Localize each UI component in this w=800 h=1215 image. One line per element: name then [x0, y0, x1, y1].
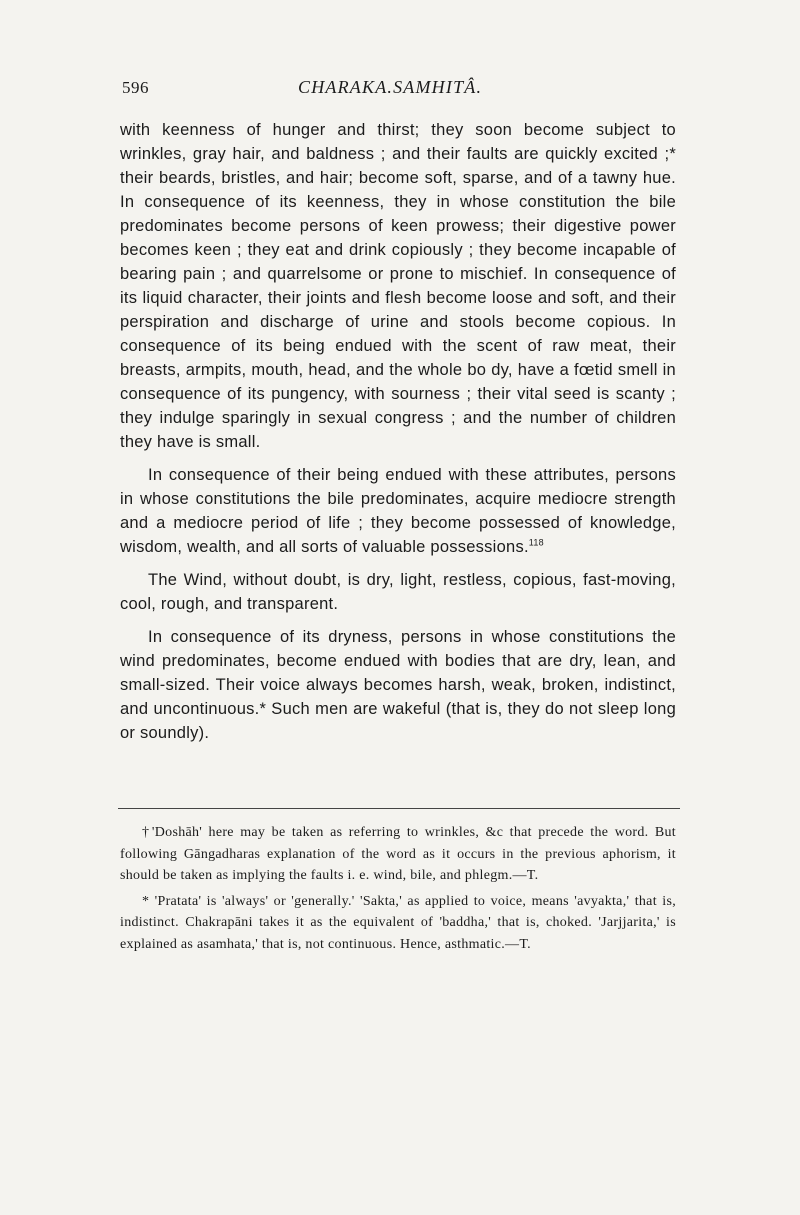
paragraph — [120, 463, 676, 559]
footnote-marker: 118 — [528, 537, 544, 548]
footnote-divider — [118, 808, 680, 809]
footnotes — [120, 822, 676, 959]
paragraph: with keenness of hunger and thirst; they soon become subject to wrinkles, gray hair, and baldness ; and their faults are quickly excited ;* their beards, bristles, and hair; become soft, sparse, and of a tawny hue. In consequence of its keenness, they in whose constitution the bile predominates become persons of keen prowess; their digestive power becomes keen ; they eat and drink copiously ; they become incapable of bearing pain ; and quarrelsome or prone to mischief. In consequence of its liquid character, their joints and flesh become loose and soft, and their perspiration and discharge of urine and stools become copious. In consequence of its being endued with the scent of raw meat, their breasts, armpits, mouth, head, and the whole bo dy, have a fœtid smell in consequence of its pungency, with sourness ; their vital seed is scanty ; they indulge sparingly in sexual congress ; and the number of children they have is small. — [120, 121, 676, 451]
main-text — [120, 118, 676, 754]
paragraph-text: In consequence of their being endued with these attributes, persons in whose constitutions the bile predominates, acquire mediocre strength and a mediocre period of life ; they become possessed of knowledge, wisdom, wealth, and all sorts of valuable possessions. — [120, 466, 676, 556]
running-title: CHARAKA.SAMHITÂ. — [298, 77, 483, 97]
footnote: * 'Pratata' is 'always' or 'generally.' 'Sakta,' as applied to voice, means 'avyakta,' that is, indistinct. Chakrapāni takes it as the equivalent of 'baddha,' that is, choked. 'Jarjjarita,' is explained as asamhata,' that is, not continuous. Hence, asthmatic.—T. — [120, 893, 676, 952]
page-number: 596 — [122, 78, 149, 97]
page-header — [120, 74, 680, 104]
paragraph: In consequence of its dryness, persons in whose constitutions the wind predominates, become endued with bodies that are dry, lean, and small-sized. Their voice always becomes harsh, weak, broken, indistinct, and uncontinuous.* Such men are wakeful (that is, they do not sleep long or soundly). — [120, 628, 676, 742]
paragraph: The Wind, without doubt, is dry, light, restless, copious, fast-moving, cool, rough, and transparent. — [120, 571, 676, 613]
footnote: †'Doshāh' here may be taken as referring to wrinkles, &c that precede the word. But following Gāngadharas explanation of the word as it occurs in the previous aphorism, it should be taken as implying the faults i. e. wind, bile, and phlegm.—T. — [120, 825, 676, 883]
